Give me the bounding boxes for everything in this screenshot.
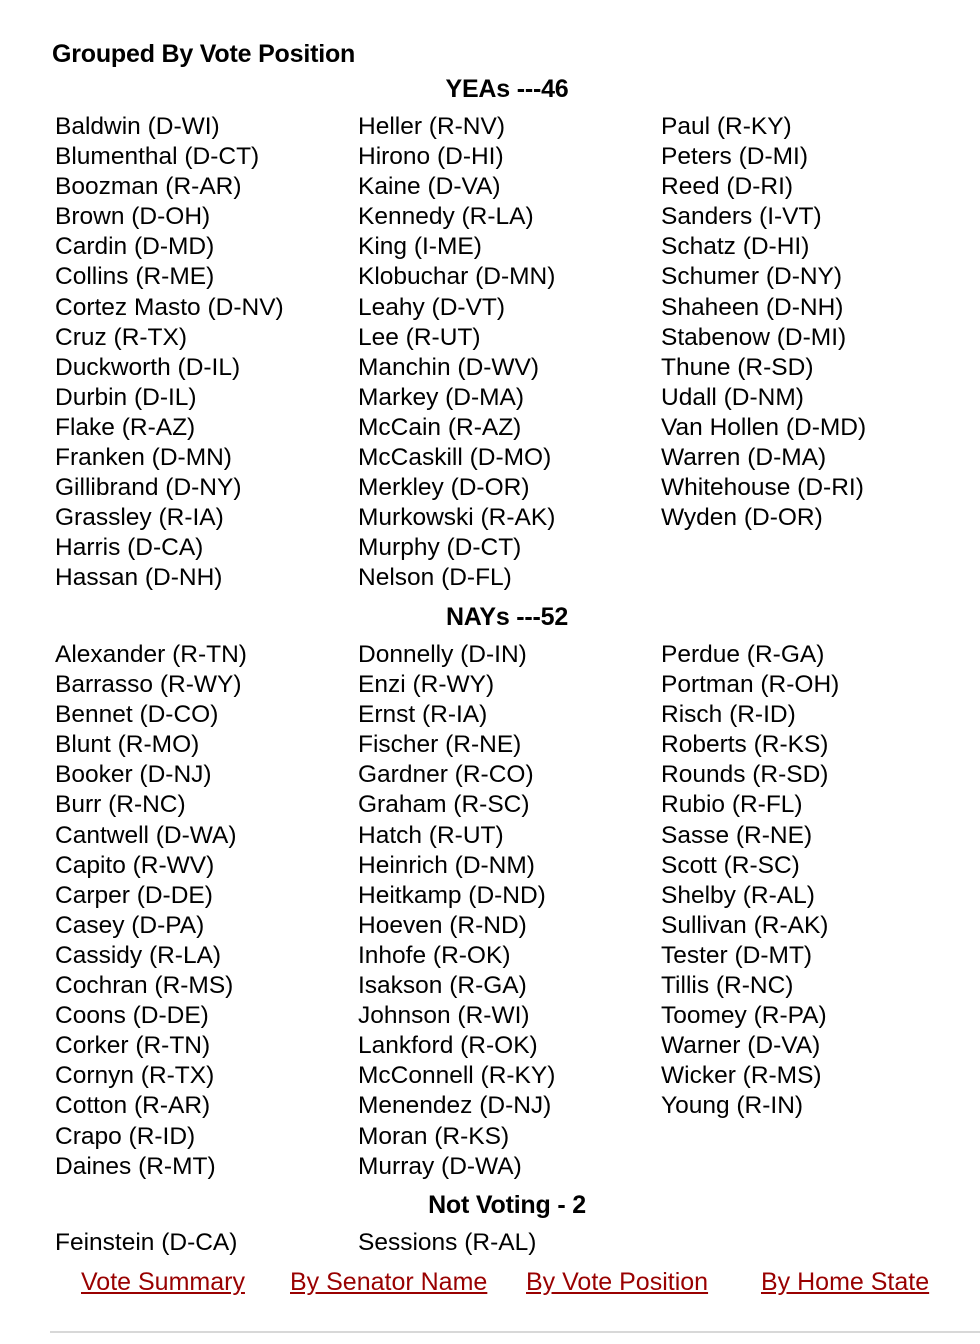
senator-name: Cortez Masto (D-NV): [55, 293, 284, 321]
senator-name: Murray (D-WA): [358, 1152, 522, 1180]
senator-name: Merkley (D-OR): [358, 474, 530, 502]
not-voting-column-1: [55, 1228, 358, 1258]
senator-name: Kennedy (R-LA): [358, 203, 534, 231]
senator-name: Tillis (R-NC): [661, 972, 794, 1000]
senator-name: McCain (R-AZ): [358, 413, 522, 441]
yeas-column-1: [55, 112, 358, 594]
senator-name: McConnell (R-KY): [358, 1062, 556, 1090]
senator-name: Heinrich (D-NM): [358, 851, 535, 879]
senator-name: Boozman (R-AR): [55, 173, 242, 201]
senator-name: Graham (R-SC): [358, 791, 530, 819]
nays-column-3: [661, 640, 961, 1182]
by-senator-name-link[interactable]: By Senator Name: [290, 1268, 488, 1296]
senator-name: Shelby (R-AL): [661, 881, 815, 909]
senator-name: Corker (R-TN): [55, 1032, 211, 1060]
senator-name: Whitehouse (D-RI): [661, 474, 864, 502]
senator-name: Cassidy (R-LA): [55, 941, 222, 969]
senator-name: Markey (D-MA): [358, 383, 525, 411]
senator-name: Wicker (R-MS): [661, 1062, 822, 1090]
senator-name: Harris (D-CA): [55, 534, 204, 562]
senator-name: Kaine (D-VA): [358, 173, 501, 201]
senator-name: Carper (D-DE): [55, 881, 213, 909]
senator-name: Daines (R-MT): [55, 1152, 216, 1180]
senator-name: Leahy (D-VT): [358, 293, 506, 321]
senator-name: Johnson (R-WI): [358, 1002, 530, 1030]
senator-name: Rubio (R-FL): [661, 791, 803, 819]
senator-name: Ernst (R-IA): [358, 701, 488, 729]
senator-name: Sasse (R-NE): [661, 821, 813, 849]
section-title-yeas: YEAs ---46: [445, 75, 569, 103]
senator-name: Rounds (R-SD): [661, 761, 829, 789]
senator-name: Heller (R-NV): [358, 113, 505, 140]
senator-name: Hirono (D-HI): [358, 143, 504, 171]
senator-name: Murkowski (R-AK): [358, 504, 556, 532]
senator-name: Thune (R-SD): [661, 353, 814, 381]
by-vote-position-link[interactable]: By Vote Position: [526, 1268, 709, 1296]
senator-name: Inhofe (R-OK): [358, 941, 511, 969]
senator-name: Fischer (R-NE): [358, 731, 522, 759]
senator-name: Cornyn (R-TX): [55, 1062, 215, 1090]
senator-name: Cruz (R-TX): [55, 323, 188, 351]
section-title-nays: NAYs ---52: [445, 603, 569, 631]
senator-name: Hassan (D-NH): [55, 564, 223, 592]
not-voting-column-3: [661, 1228, 961, 1258]
senator-name: Murphy (D-CT): [358, 534, 522, 562]
senator-name: Baldwin (D-WI): [55, 113, 220, 140]
senator-name: Lee (R-UT): [358, 323, 481, 351]
senator-name: Hoeven (R-ND): [358, 911, 527, 939]
senator-name: Risch (R-ID): [661, 701, 796, 729]
senator-name: Casey (D-PA): [55, 911, 205, 939]
senator-name: Blumenthal (D-CT): [55, 143, 260, 171]
senator-name: Van Hollen (D-MD): [661, 413, 867, 441]
senator-name: Cardin (D-MD): [55, 233, 215, 261]
senator-name: Booker (D-NJ): [55, 761, 212, 789]
footer-nav: [0, 1268, 980, 1302]
senator-name: Menendez (D-NJ): [358, 1092, 552, 1120]
senator-name: Tester (D-MT): [661, 941, 813, 969]
senator-name: Durbin (D-IL): [55, 383, 197, 411]
senator-name: Klobuchar (D-MN): [358, 263, 556, 291]
senator-name: Coons (D-DE): [55, 1002, 209, 1030]
senator-name: Lankford (R-OK): [358, 1032, 538, 1060]
senator-name: Shaheen (D-NH): [661, 293, 844, 321]
senator-name: Alexander (R-TN): [55, 641, 247, 668]
senator-name: Sullivan (R-AK): [661, 911, 829, 939]
senator-name: Donnelly (D-IN): [358, 641, 527, 668]
nays-column-1: [55, 640, 358, 1182]
senator-name: Hatch (R-UT): [358, 821, 504, 849]
senator-name: Gardner (R-CO): [358, 761, 534, 789]
senator-name: Schatz (D-HI): [661, 233, 810, 261]
section-title-not-voting: Not Voting - 2: [428, 1191, 586, 1219]
senator-name: Blunt (R-MO): [55, 731, 200, 759]
nays-columns: [55, 640, 961, 1182]
senator-name: Warren (D-MA): [661, 444, 827, 472]
senator-name: Crapo (R-ID): [55, 1122, 196, 1150]
yeas-column-2: [358, 112, 661, 594]
senator-name: Grassley (R-IA): [55, 504, 224, 532]
not-voting-column-2: [358, 1228, 661, 1258]
senator-name: Paul (R-KY): [661, 113, 792, 140]
senator-name: Portman (R-OH): [661, 671, 840, 699]
senator-name: Gillibrand (D-NY): [55, 474, 242, 502]
senator-name: Enzi (R-WY): [358, 671, 495, 699]
senator-name: Young (R-IN): [661, 1092, 804, 1120]
senator-name: Perdue (R-GA): [661, 641, 825, 668]
senator-name: Burr (R-NC): [55, 791, 186, 819]
senator-name: Scott (R-SC): [661, 851, 800, 879]
senator-name: Reed (D-RI): [661, 173, 794, 201]
by-home-state-link[interactable]: By Home State: [761, 1268, 930, 1296]
senator-name: Cotton (R-AR): [55, 1092, 211, 1120]
nays-column-2: [358, 640, 661, 1182]
senator-name: Cantwell (D-WA): [55, 821, 237, 849]
senator-name: Stabenow (D-MI): [661, 323, 847, 351]
senator-name: Manchin (D-WV): [358, 353, 540, 381]
senator-name: Moran (R-KS): [358, 1122, 510, 1150]
senator-name: Warner (D-VA): [661, 1032, 821, 1060]
senator-name: King (I-ME): [358, 233, 482, 261]
vote-summary-link[interactable]: Vote Summary: [81, 1268, 245, 1296]
senator-name: McCaskill (D-MO): [358, 444, 552, 472]
page-heading: Grouped By Vote Position: [52, 40, 356, 68]
senator-name: Roberts (R-KS): [661, 731, 829, 759]
senator-name: Collins (R-ME): [55, 263, 215, 291]
not-voting-columns: [55, 1228, 961, 1258]
senator-name: Feinstein (D-CA): [55, 1229, 238, 1256]
senator-name: Franken (D-MN): [55, 444, 232, 472]
senator-name: Toomey (R-PA): [661, 1002, 827, 1030]
yeas-columns: [55, 112, 961, 594]
senator-name: Wyden (D-OR): [661, 504, 823, 532]
senator-name: Duckworth (D-IL): [55, 353, 241, 381]
senator-name: Schumer (D-NY): [661, 263, 843, 291]
senator-name: Sanders (I-VT): [661, 203, 822, 231]
senator-name: Flake (R-AZ): [55, 413, 196, 441]
divider: [50, 1331, 980, 1333]
yeas-column-3: [661, 112, 961, 594]
senator-name: Capito (R-WV): [55, 851, 215, 879]
senator-name: Sessions (R-AL): [358, 1229, 537, 1256]
senator-name: Bennet (D-CO): [55, 701, 219, 729]
senator-name: Peters (D-MI): [661, 143, 808, 171]
senator-name: Isakson (R-GA): [358, 972, 527, 1000]
senator-name: Udall (D-NM): [661, 383, 804, 411]
senator-name: Heitkamp (D-ND): [358, 881, 546, 909]
senator-name: Barrasso (R-WY): [55, 671, 242, 699]
senator-name: Cochran (R-MS): [55, 972, 234, 1000]
senator-name: Nelson (D-FL): [358, 564, 512, 592]
senator-name: Brown (D-OH): [55, 203, 211, 231]
